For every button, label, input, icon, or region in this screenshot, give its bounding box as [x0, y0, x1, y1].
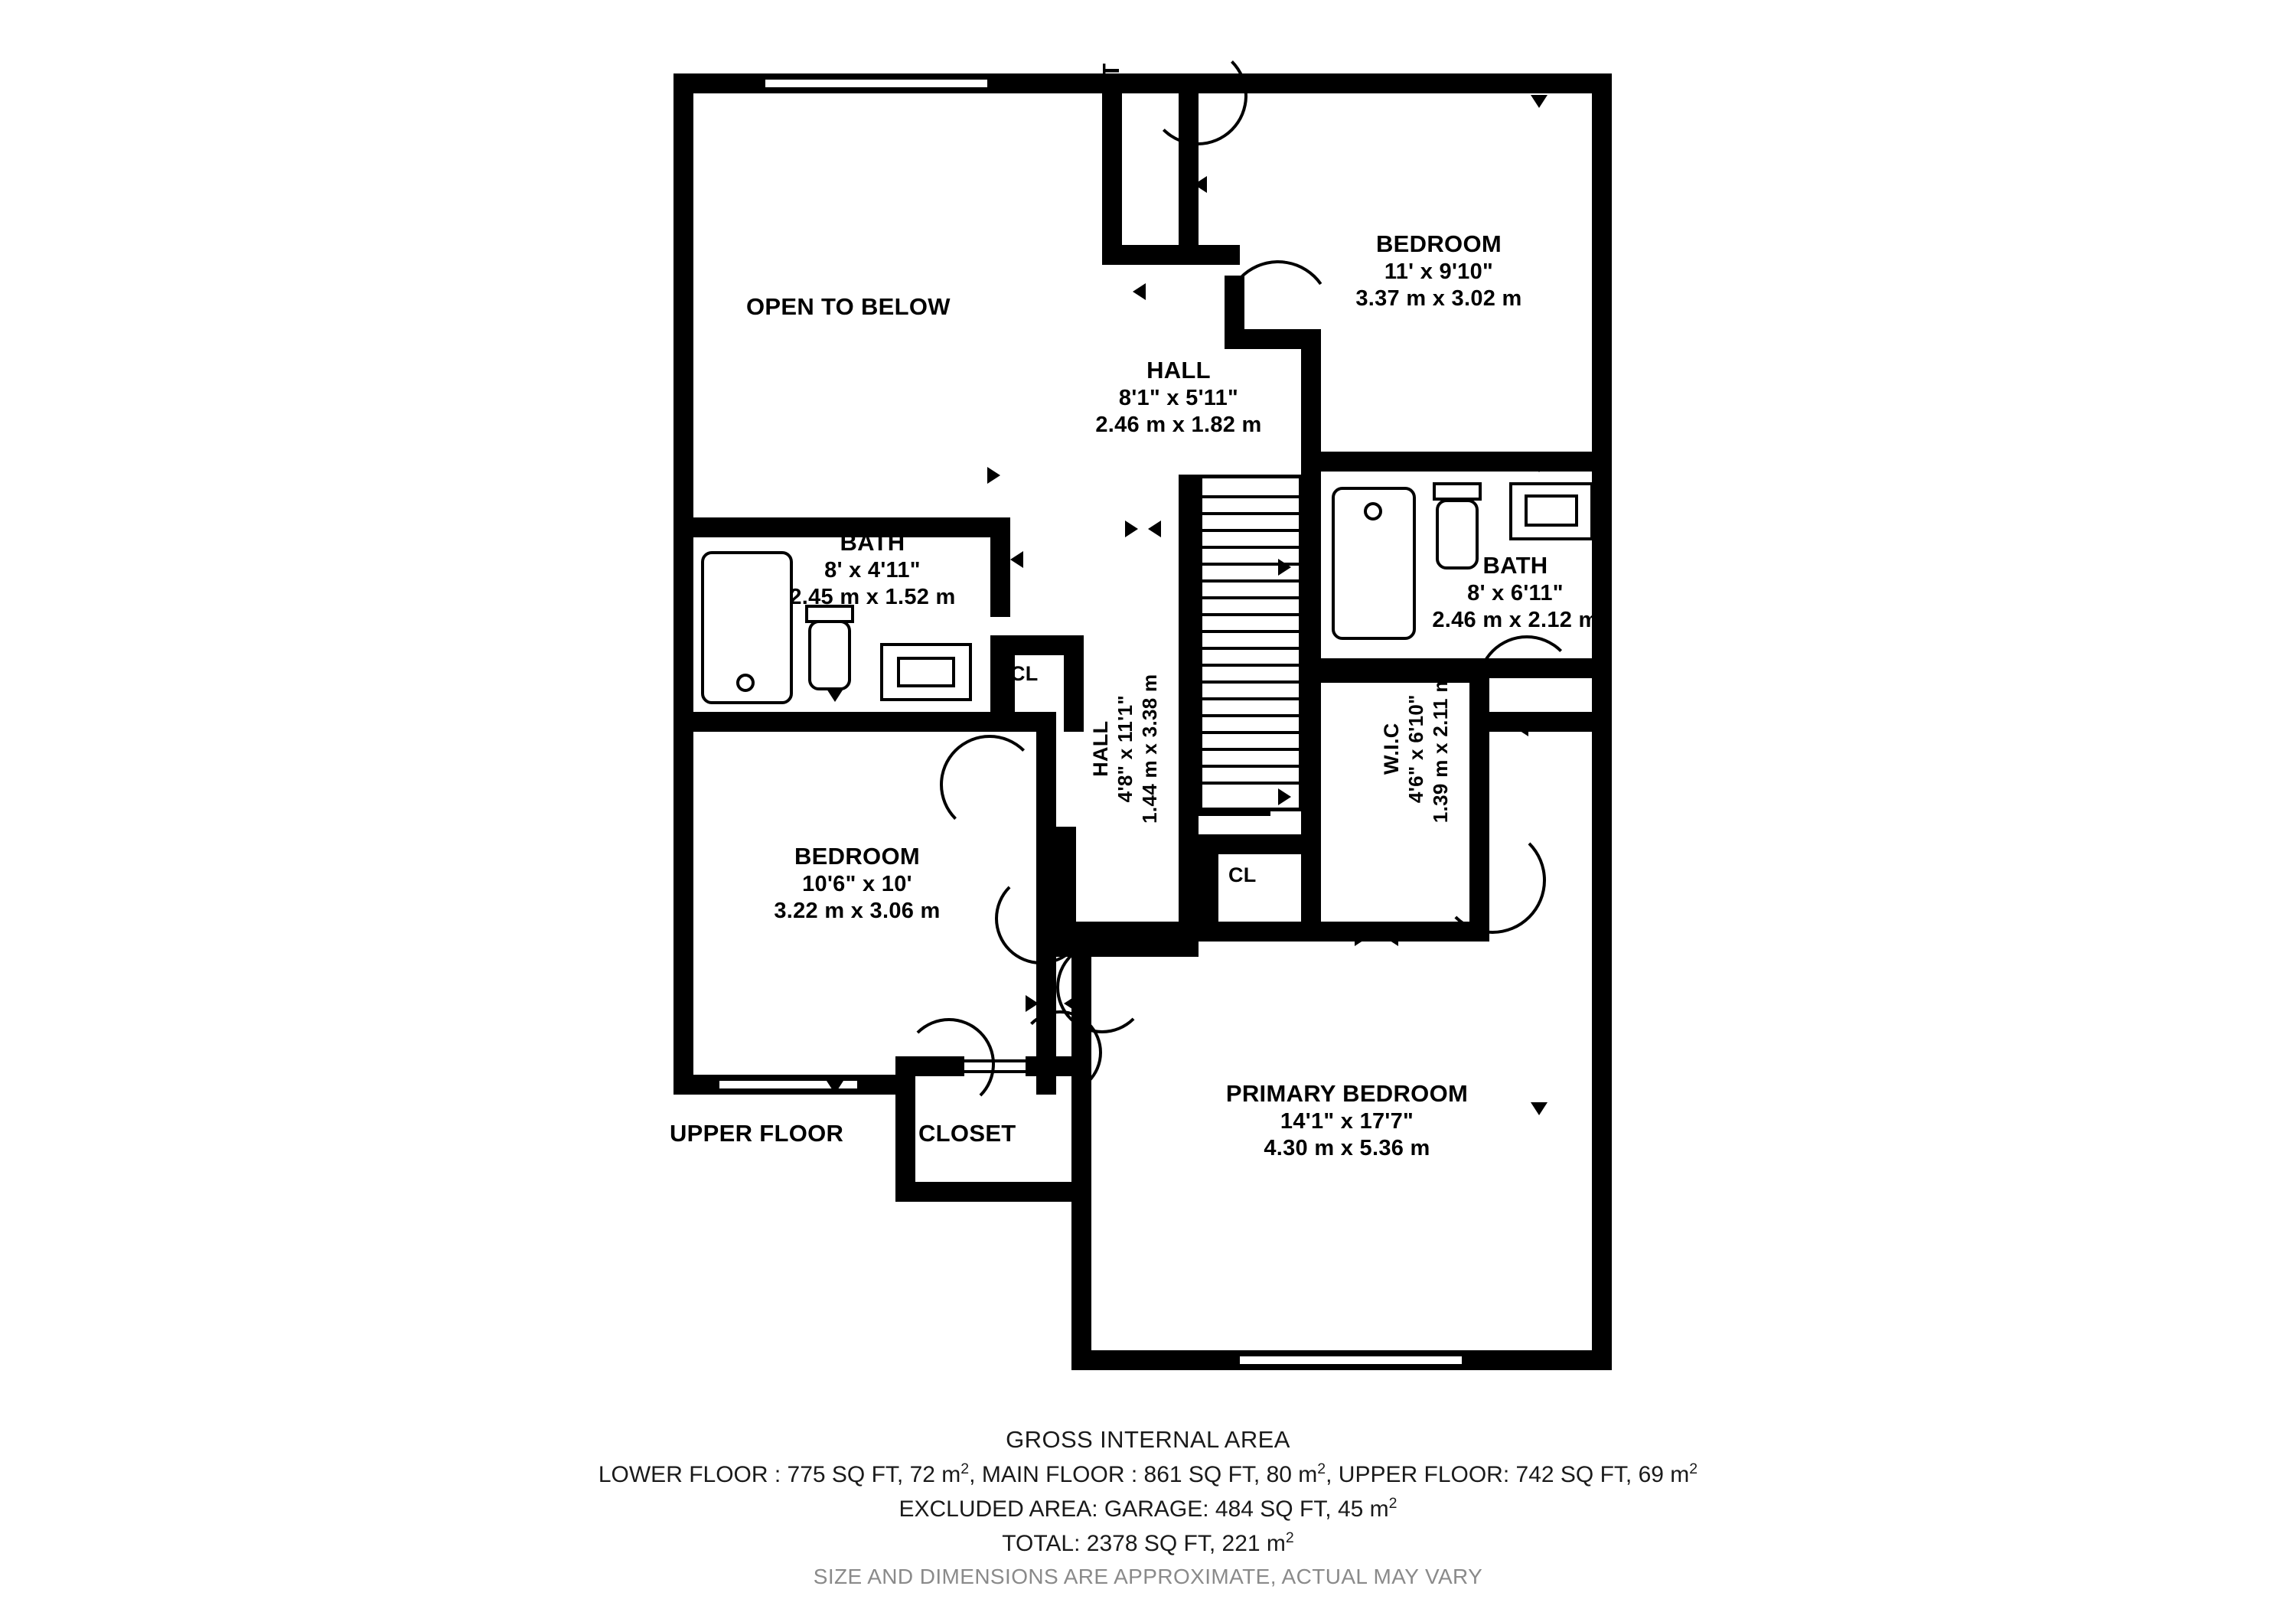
label-closet-top: CLOSET — [1097, 63, 1124, 161]
arrow-marker — [827, 689, 843, 702]
room-name: BATH — [1482, 552, 1548, 579]
arrow-marker — [1125, 521, 1138, 537]
wall-bedroom-ne-top — [1199, 73, 1612, 93]
room-dim-imperial: 4'8" x 11'1" — [1113, 694, 1137, 803]
label-bath-right — [1370, 551, 1661, 635]
room-dim-imperial: 8' x 4'11" — [824, 557, 921, 583]
label-open-to-below: OPEN TO BELOW — [746, 293, 951, 320]
bathtub-drain-right — [1364, 502, 1382, 521]
arrow-marker — [1595, 995, 1608, 1012]
wall-cl1-top — [995, 635, 1084, 655]
label-cl-1: CL — [1010, 662, 1039, 685]
door-arc-wic — [1439, 827, 1546, 934]
room-dim-imperial: 8'1" x 5'11" — [1118, 385, 1239, 410]
wall-closet-top-bottom — [1102, 245, 1240, 265]
arrow-marker — [1064, 995, 1077, 1012]
arrow-marker — [1140, 925, 1157, 938]
door-arc-bath-left — [940, 735, 1039, 834]
footer-area-summary — [0, 1422, 2296, 1594]
total-area-line — [0, 1526, 2296, 1561]
room-dim-metric: 2.46 m x 1.82 m — [1095, 413, 1262, 438]
label-primary-bedroom — [1179, 1079, 1515, 1163]
wall-primary-bottom-window-right — [1462, 1350, 1612, 1370]
door-arc-primary — [903, 1018, 995, 1110]
excluded-area-line — [0, 1492, 2296, 1526]
room-dim-imperial: 4'6" x 6'10" — [1404, 694, 1427, 804]
wall-stair-left — [1179, 475, 1199, 811]
arrow-marker — [1385, 929, 1398, 946]
arrow-marker — [1355, 929, 1368, 946]
room-dim-metric: 2.46 m x 2.12 m — [1432, 608, 1599, 633]
arrow-marker — [1194, 176, 1207, 193]
floor-areas-line — [0, 1457, 2296, 1492]
bathtub-drain-left — [736, 674, 755, 692]
door-arc-closet-bottom — [1018, 1010, 1102, 1095]
wall-primary-right — [1592, 712, 1612, 1370]
sink-basin-right-bath — [1525, 494, 1578, 527]
window-top-left — [765, 77, 987, 90]
room-dim-metric: 1.39 m x 2.11 m — [1428, 674, 1452, 824]
label-upper-floor: UPPER FLOOR — [670, 1120, 844, 1147]
label-wic — [1379, 634, 1453, 863]
room-name: PRIMARY BEDROOM — [1225, 1080, 1469, 1107]
gross-internal-area-title: GROSS INTERNAL AREA — [1006, 1425, 1290, 1453]
sup-2: 2 — [1689, 1460, 1698, 1477]
floors-mid: , MAIN FLOOR : 861 SQ FT, 80 m — [969, 1462, 1318, 1487]
disclaimer-text: SIZE AND DIMENSIONS ARE APPROXIMATE, ACTUAL MAY VARY — [813, 1565, 1483, 1588]
wall-bath-right-left — [1301, 452, 1321, 678]
room-dim-metric: 1.44 m x 3.38 m — [1137, 674, 1161, 824]
staircase — [1199, 475, 1303, 811]
room-dim-imperial: 8' x 6'11" — [1467, 580, 1564, 605]
arrow-marker — [1026, 995, 1039, 1012]
room-name: W.I.C — [1379, 723, 1403, 775]
room-dim-metric: 3.22 m x 3.06 m — [774, 899, 941, 924]
arrow-marker — [1531, 95, 1548, 108]
room-name: BATH — [840, 529, 905, 556]
room-dim-metric: 4.30 m x 5.36 m — [1264, 1136, 1430, 1161]
sup-2: 2 — [1388, 1495, 1397, 1512]
arrow-marker — [677, 995, 690, 1012]
toilet-left-bath — [808, 620, 851, 690]
room-name: HALL — [1146, 357, 1211, 383]
arrow-marker — [1595, 184, 1608, 201]
wall-top-left-left — [673, 73, 693, 517]
arrow-marker — [1477, 720, 1490, 736]
label-bedroom-ne — [1293, 230, 1584, 313]
room-dim-imperial: 14'1" x 17'7" — [1280, 1108, 1414, 1134]
room-name: HALL — [1088, 720, 1112, 777]
wall-sw-left — [673, 712, 693, 1095]
arrow-marker — [1531, 1102, 1548, 1115]
wall-primary-bottom-window-left — [1071, 1350, 1240, 1370]
room-name: BEDROOM — [1376, 230, 1502, 257]
wall-cl2-bottom — [1071, 922, 1321, 942]
total-prefix: TOTAL: 2378 SQ FT, 221 m — [1002, 1531, 1286, 1556]
arrow-marker — [1133, 283, 1146, 300]
arrow-marker — [1531, 459, 1548, 472]
sup-2: 2 — [1317, 1460, 1326, 1477]
label-bedroom-sw — [712, 842, 1003, 925]
sup-2: 2 — [960, 1460, 970, 1477]
arrow-marker — [1148, 521, 1161, 537]
label-hall-upper — [1033, 356, 1324, 439]
sink-basin-left-bath — [897, 657, 955, 687]
room-dim-imperial: 10'6" x 10' — [802, 871, 912, 896]
wall-top-left-window-left — [673, 73, 765, 93]
toilet-tank-right-bath — [1433, 482, 1482, 501]
floors-end: , UPPER FLOOR: 742 SQ FT, 69 m — [1326, 1462, 1690, 1487]
room-dim-metric: 3.37 m x 3.02 m — [1355, 286, 1522, 312]
label-closet-bottom: CLOSET — [918, 1120, 1016, 1147]
label-cl-2: CL — [1228, 863, 1257, 886]
wall-closet-bottom-bottom — [895, 1182, 1091, 1202]
arrow-marker — [1515, 720, 1528, 736]
wall-wic-left — [1301, 663, 1321, 942]
arrow-marker — [1133, 250, 1150, 263]
door-arc-closet-top — [1148, 46, 1247, 145]
room-name: BEDROOM — [794, 843, 920, 870]
room-dim-metric: 2.45 m x 1.52 m — [789, 585, 956, 610]
wall-top-left-window-right — [987, 73, 1102, 93]
arrow-marker — [987, 467, 1000, 484]
wall-bath-left-left — [673, 517, 693, 732]
arrow-marker — [1278, 788, 1291, 805]
wall-bedroom-ne-bottom — [1301, 452, 1612, 472]
sup-2: 2 — [1285, 1529, 1294, 1546]
window-primary-bottom — [1240, 1353, 1462, 1367]
arrow-marker — [827, 1081, 843, 1094]
room-dim-imperial: 11' x 9'10" — [1384, 259, 1494, 284]
excluded-prefix: EXCLUDED AREA: GARAGE: 484 SQ FT, 45 m — [899, 1496, 1389, 1522]
floors-prefix: LOWER FLOOR : 775 SQ FT, 72 m — [598, 1462, 961, 1487]
label-hall-lower — [1088, 626, 1162, 871]
label-bath-left — [727, 528, 1018, 612]
wall-sw-bottom-window-cap — [673, 1075, 719, 1095]
wall-bedroom-ne-right — [1592, 73, 1612, 472]
arrow-marker — [1278, 559, 1291, 576]
